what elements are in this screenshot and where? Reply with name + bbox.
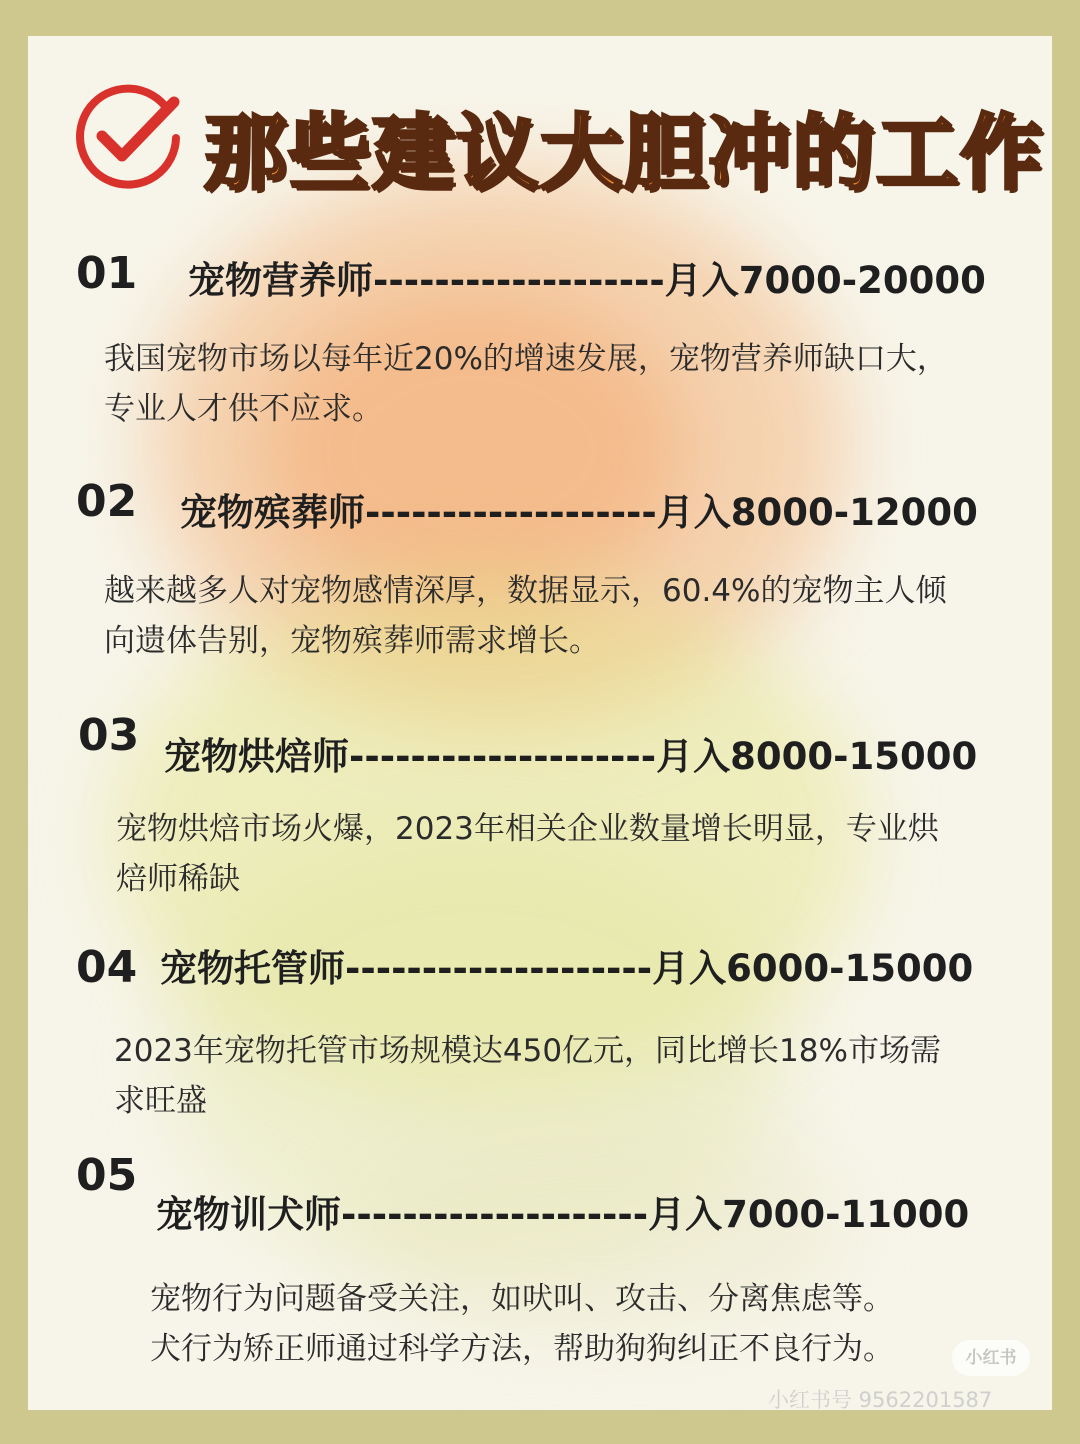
job-title-03: 宠物烘焙师--------------------月入8000-15000 [164,735,978,778]
item-number-01: 01 [76,248,138,299]
item-number-02: 02 [76,476,138,527]
job-desc-02-line2: 向遗体告别，宠物殡葬师需求增长。 [104,623,600,659]
job-desc-04-line2: 求旺盛 [114,1083,207,1119]
item-number-03: 03 [78,710,140,761]
job-desc-03-line2: 焙师稀缺 [116,861,240,897]
job-title-02: 宠物殡葬师-------------------月入8000-12000 [180,491,978,534]
job-desc-05-line2: 犬行为矫正师通过科学方法，帮助狗狗纠正不良行为。 [150,1331,894,1367]
watermark-badge: 小红书 [952,1340,1030,1376]
job-desc-04-line1: 2023年宠物托管市场规模达450亿元，同比增长18%市场需 [114,1033,941,1069]
job-desc-05-line1: 宠物行为问题备受关注，如吠叫、攻击、分离焦虑等。 [150,1281,894,1317]
item-number-04: 04 [76,942,138,993]
job-desc-04 [114,1026,941,1126]
item-number-05: 05 [76,1150,138,1201]
job-desc-03-line1: 宠物烘焙市场火爆，2023年相关企业数量增长明显，专业烘 [116,811,939,847]
job-title-04: 宠物托管师--------------------月入6000-15000 [160,947,974,990]
job-desc-05 [150,1274,894,1374]
job-desc-03 [116,804,939,904]
watermark-id: 小红书号 9562201587 [768,1388,993,1412]
check-circle-icon [72,80,184,192]
page-title: 那些建议大胆冲的工作 [204,106,1045,201]
job-desc-01 [104,334,948,434]
job-title-05: 宠物训犬师--------------------月入7000-11000 [156,1193,970,1236]
job-desc-01-line2: 专业人才供不应求。 [104,391,383,427]
job-desc-02-line1: 越来越多人对宠物感情深厚，数据显示，60.4%的宠物主人倾 [104,573,947,609]
job-desc-02 [104,566,946,666]
job-title-01: 宠物营养师-------------------月入7000-20000 [188,259,986,302]
job-desc-01-line1: 我国宠物市场以每年近20%的增速发展，宠物营养师缺口大， [104,341,948,377]
